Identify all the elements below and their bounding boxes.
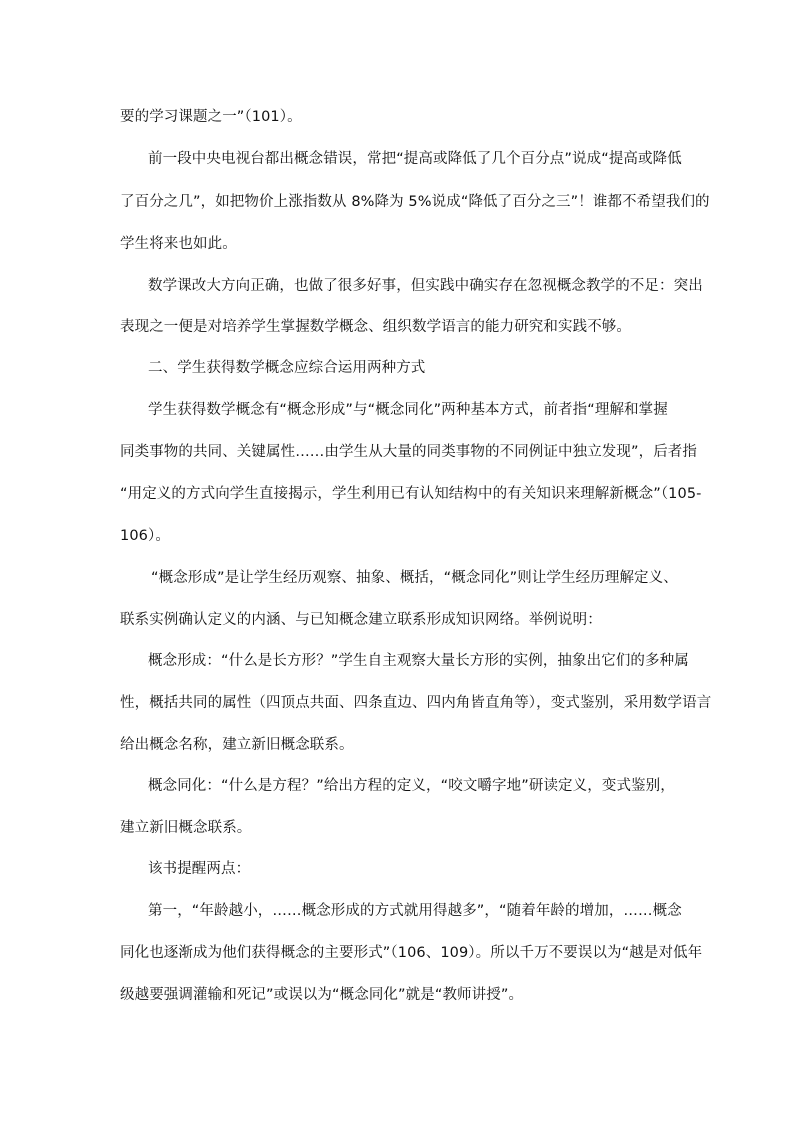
text-line: “用定义的方式向学生直接揭示，学生利用已有认知结构中的有关知识来理解新概念”（105- <box>120 486 702 502</box>
text-line: 联系实例确认定义的内涵、与已知概念建立联系形成知识网络。举例说明： <box>120 612 602 628</box>
text-line: 表现之一便是对培养学生掌握数学概念、组织数学语言的能力研究和实践不够。 <box>120 319 631 335</box>
section-heading: 二、学生获得数学概念应综合运用两种方式 <box>148 360 426 376</box>
text-line: 第一，“年龄越小，……概念形成的方式就用得越多”，“随着年龄的增加，……概念 <box>148 903 682 919</box>
text-line: 学生获得数学概念有“概念形成”与“概念同化”两种基本方式，前者指“理解和掌握 <box>148 402 668 418</box>
text-line: 建立新旧概念联系。 <box>120 820 252 836</box>
text-line: 级越要强调灌输和死记”或误以为“概念同化”就是“教师讲授”。 <box>120 987 524 1003</box>
text-line: “概念形成”是让学生经历观察、抽象、概括，“概念同化”则让学生经历理解定义、 <box>151 570 678 586</box>
text-line: 同类事物的共同、关键属性……由学生从大量的同类事物的不同例证中独立发现”，后者指 <box>120 444 698 460</box>
text-line: 106）。 <box>120 528 170 544</box>
text-line: 该书提醒两点： <box>148 861 251 877</box>
text-line: 学生将来也如此。 <box>120 236 237 252</box>
text-line: 概念同化：“什么是方程？”给出方程的定义，“咬文嚼字地”研读定义，变式鉴别， <box>148 778 675 794</box>
text-line: 给出概念名称，建立新旧概念联系。 <box>120 737 354 753</box>
text-line: 同化也逐渐成为他们获得概念的主要形式”（106、109）。所以千万不要误以为“越是对低年 <box>120 945 703 961</box>
text-line: 前一段中央电视台都出概念错误，常把“提高或降低了几个百分点”说成“提高或降低 <box>148 151 682 167</box>
text-line: 要的学习课题之一”（101）。 <box>120 109 302 125</box>
text-line: 了百分之几”，如把物价上涨指数从 8%降为 5%说成“降低了百分之三”！谁都不希望我们的 <box>120 194 710 210</box>
text-line: 性，概括共同的属性（四顶点共面、四条直边、四内角皆直角等），变式鉴别，采用数学语言 <box>120 695 712 711</box>
text-line: 数学课改大方向正确，也做了很多好事，但实践中确实存在忽视概念教学的不足：突出 <box>148 278 703 294</box>
text-line: 概念形成：“什么是长方形？”学生自主观察大量长方形的实例，抽象出它们的多种属 <box>148 653 689 669</box>
